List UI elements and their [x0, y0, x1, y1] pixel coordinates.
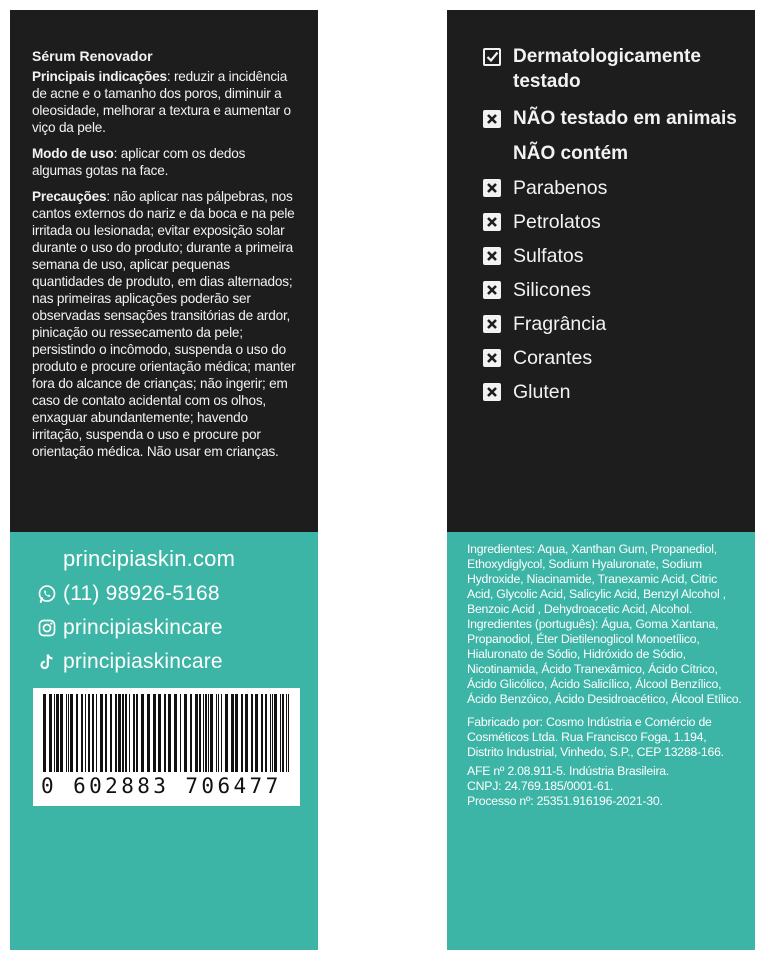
barcode-bar: [100, 694, 103, 772]
barcode-bar: [168, 694, 171, 772]
claim-not-tested-animals: [483, 106, 741, 131]
barcode-bar: [81, 694, 83, 772]
barcode-bar: [54, 694, 55, 772]
barcode-bar: [76, 694, 78, 772]
barcode-bar: [43, 694, 46, 772]
barcode-bar: [195, 694, 198, 772]
barcode-bar: [261, 694, 263, 772]
phone-contact[interactable]: [63, 582, 220, 606]
barcode-bar: [49, 694, 52, 772]
indications-label: Principais indicações: [32, 69, 167, 84]
tiktok-icon: [37, 652, 57, 672]
checkbox-check-icon: [483, 48, 501, 66]
barcode-bar: [274, 694, 277, 772]
barcode-bar: [203, 694, 204, 772]
barcode-bar: [60, 694, 63, 772]
ingredients-text: Ingredientes: Aqua, Xanthan Gum, Propanediol, Ethoxydiglycol, Sodium Hyaluronate, Sodium Hydroxide, Niacinamide, Tranexamic Acid, Citric Acid, Glycolic Acid, Salicylic Acid, Benzyl Alcohol , Benzoic Acid , Dehydroacetic Acid, Alcohol. Ingredientes (português): Água, Goma Xantana, Propanodiol, Éter Dietilenoglicol Monoetílico, Hialuronato de Sódio, Hidróxido de Sódio, Nicotinamida, Ácido Tranexâmico, Ácido Cítrico, Ácido Glicólico, Ácido Salicílico, Álcool Benzílico, Ácido Benzóico, Ácido Desidroacético, Álcool Etílico.: [467, 542, 742, 706]
free-from-item: Corantes: [483, 345, 741, 371]
free-from-item: Fragrância: [483, 311, 741, 337]
barcode-bar: [255, 694, 258, 772]
barcode-bar: [270, 694, 271, 772]
barcode-bar: [70, 694, 73, 772]
free-from-item: Gluten: [483, 379, 741, 405]
barcode-bar: [225, 694, 228, 772]
precautions-text: : não aplicar nas pálpebras, nos cantos externos do nariz e da boca e na pele irritada ou lesionada; evitar exposição solar durante o uso do produto; durante a primeira semana de uso, aplicar pequenas quantidades de produto, em dias alternados; nas primeiras aplicações poderão ser observadas sensações transitórias de ardor, pinicação ou ressecamento da pele; persistindo o incômodo, suspenda o uso do produto e procure orientação médica; manter fora do alcance de crianças; não ingerir; em caso de contato acidental com os olhos, enxaguar abundantemente; havendo irritação, suspenda o uso e procure por orientação médica. Não usar em crianças.: [32, 189, 296, 459]
free-from-item: Parabenos: [483, 175, 741, 201]
precautions-paragraph: [32, 188, 298, 460]
process-text: Processo nº: 25351.916196-2021-30.: [467, 794, 663, 808]
checkbox-x-icon: [483, 213, 501, 231]
barcode-bar: [174, 694, 177, 772]
contact-panel: [10, 532, 318, 950]
barcode-bar: [122, 694, 124, 772]
barcode-bar: [125, 694, 127, 772]
checkbox-x-icon: [483, 179, 501, 197]
barcode-bar: [105, 694, 107, 772]
barcode-bar: [92, 694, 94, 772]
barcode-bar: [115, 694, 117, 772]
barcode: [33, 688, 300, 806]
barcode-bar: [280, 694, 281, 772]
barcode-bar: [235, 694, 238, 772]
barcode-bar: [286, 694, 287, 772]
free-from-item: Petrolatos: [483, 209, 741, 235]
barcode-bar: [158, 694, 161, 772]
free-from-heading: NÃO contém: [513, 143, 629, 164]
free-from-item: Sulfatos: [483, 243, 741, 269]
tiktok-contact[interactable]: [63, 650, 223, 674]
afe-text: AFE nº 2.08.911-5. Indústria Brasileira.: [467, 764, 670, 778]
barcode-bar: [133, 694, 135, 772]
barcode-bar: [245, 694, 248, 772]
cnpj-text: CNPJ: 24.769.185/0001-61.: [467, 779, 614, 793]
barcode-bar: [241, 694, 243, 772]
barcode-bar: [288, 694, 289, 772]
barcode-bar: [231, 694, 234, 772]
barcode-bars: [41, 694, 293, 772]
checkbox-x-icon: [483, 349, 501, 367]
barcode-bar: [164, 694, 166, 772]
barcode-bar: [190, 694, 192, 772]
manufacturer-text: Fabricado por: Cosmo Indústria e Comércio de Cosméticos Ltda. Rua Francisco Foga, 1.194, Distrito Industrial, Vinhedo, S.P., CEP 13288-166.: [467, 715, 724, 759]
barcode-bar: [265, 694, 267, 772]
barcode-bar: [205, 694, 207, 772]
barcode-bar: [141, 694, 144, 772]
claim-label: NÃO testado em animais: [513, 108, 737, 129]
precautions-label: Precauções: [32, 189, 107, 204]
barcode-number: 0 602883 706477: [41, 774, 282, 798]
whatsapp-icon: [37, 584, 57, 604]
barcode-bar: [136, 694, 138, 772]
usage-paragraph: [32, 145, 298, 179]
checkbox-x-icon: [483, 110, 501, 128]
usage-text: : aplicar com os dedos algumas gotas na face.: [32, 146, 246, 178]
barcode-bar: [221, 694, 222, 772]
usage-label: Modo de uso: [32, 146, 114, 161]
barcode-bar: [85, 694, 86, 772]
indications-paragraph: [32, 68, 298, 136]
instagram-icon: [37, 618, 57, 638]
phone-number: (11) 98926-5168: [63, 582, 220, 605]
instagram-handle: principiaskincare: [63, 616, 223, 639]
website-link[interactable]: principiaskin.com: [63, 546, 236, 571]
barcode-bar: [208, 694, 209, 772]
barcode-bar: [216, 694, 217, 772]
checkbox-x-icon: [483, 315, 501, 333]
barcode-bar: [96, 694, 97, 772]
barcode-bar: [199, 694, 201, 772]
barcode-bar: [129, 694, 130, 772]
indications-text: : reduzir a incidência de acne e o tamanho dos poros, diminuir a oleosidade, melhorar a textura e aumentar o viço da pele.: [32, 69, 291, 135]
barcode-bar: [118, 694, 121, 772]
barcode-bar: [153, 694, 156, 772]
free-from-list: [483, 175, 741, 405]
barcode-bar: [56, 694, 59, 772]
barcode-bar: [88, 694, 90, 772]
barcode-bar: [180, 694, 181, 772]
instagram-contact[interactable]: [63, 616, 223, 640]
barcode-bar: [210, 694, 213, 772]
barcode-bar: [251, 694, 253, 772]
checkbox-x-icon: [483, 247, 501, 265]
barcode-bar: [218, 694, 219, 772]
barcode-bar: [110, 694, 112, 772]
product-title: Sérum Renovador: [32, 48, 153, 64]
claim-label: Dermatologicamente testado: [513, 46, 701, 92]
barcode-bar: [66, 694, 67, 772]
claims-panel: [447, 10, 755, 532]
tiktok-handle: principiaskincare: [63, 650, 223, 673]
ingredients-panel: [447, 532, 755, 950]
checkbox-x-icon: [483, 281, 501, 299]
barcode-bar: [282, 694, 284, 772]
barcode-bar: [184, 694, 187, 772]
free-from-item: Silicones: [483, 277, 741, 303]
barcode-bar: [68, 694, 69, 772]
barcode-bar: [272, 694, 273, 772]
checkbox-x-icon: [483, 383, 501, 401]
claim-dermatologically-tested: [483, 44, 741, 94]
barcode-bar: [147, 694, 150, 772]
usage-panel: [10, 10, 318, 532]
